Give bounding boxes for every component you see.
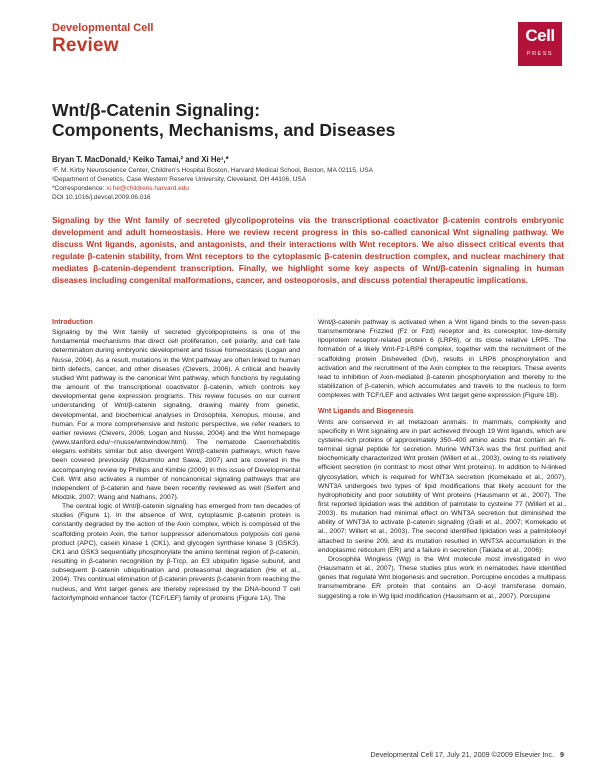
left-column [52, 318, 300, 603]
doi-label: DOI [52, 194, 66, 201]
doi [52, 194, 151, 203]
cell-press-logo [518, 22, 562, 66]
page-footer [330, 750, 564, 759]
correspondence-label: *Correspondence: [52, 185, 107, 192]
logo-subtext: PRESS [526, 51, 554, 57]
section-label: Review [52, 35, 119, 56]
doi-link[interactable]: 10.1016/j.devcel.2009.06.016 [65, 194, 151, 201]
logo-text: Cell [525, 26, 555, 45]
journal-name: Developmental Cell [52, 22, 154, 34]
author-list: Bryan T. MacDonald,¹ Keiko Tamai,² and Xi He¹,* [52, 155, 229, 164]
ligands-heading: Wnt Ligands and Biogenesis [318, 408, 414, 416]
ligands-paragraph-1: Wnts are conserved in all metazoan animals. In mammals, complexity and specificity in Wnt signaling are in part achieved through 19 Wnt ligands, which are cysteine-rich proteins of approximately 350–400 amino acids that contain an N-terminal signal peptide for secretion. Murine WNT3A was the first purified and biochemically characterized Wnt protein (Willert et al., 2003), owing to its relatively efficient secretion (in contrast to most other Wnt proteins). In addition to N-linked glycosylation, which is required for WNT3A secretion (Komekado et al., 2007), WNT3A undergoes two types of lipid modifications that likely account for the hydrophobicity and poor solubility of Wnt proteins (Hausmann et al., 2007). The first reported lipidation was the addition of palmitate to cysteine 77 (Willert et al., 2003). Its mutation had minimal effect on WNT3A secretion but diminished the ability of WNT3A to activate β-catenin signaling (Galli et al., 2007; Komekado et al., 2007; Willert et al., 2003). The second identified lipidation was a palmitoleoyl attached to serine 209, and its mutation resulted in WNT3A accumulation in the endoplasmic reticulum (ER) and a failure in secretion (Takada et al., 2006). [318, 418, 566, 554]
affiliation-2: ²Department of Genetics, Case Western Reserve University, Cleveland, OH 44106, USA [52, 176, 307, 183]
title-line-2: Components, Mechanisms, and Diseases [52, 120, 396, 140]
correspondence [52, 185, 189, 194]
intro-paragraph-2: The central logic of Wnt/β-catenin signaling has emerged from two decades of studies (Figure 1). In the absence of Wnt, cytoplasmic β-catenin protein is constantly degraded by the action of the Axin complex, which is composed of the scaffolding protein Axin, the tumor suppressor adenomatous polyposis coli gene product (APC), casein kinase 1 (CK1), and glycogen synthase kinase 3 (GSK3). CK1 and GSK3 sequentially phosphorylate the amino terminal region of β-catenin, resulting in β-catenin recognition by β-Trcp, an E3 ubiquitin ligase subunit, and subsequent β-catenin ubiquitination and proteasomal degradation (He et al., 2004). This continual elimination of β-catenin prevents β-catenin from reaching the nucleus, and Wnt target genes are thereby repressed by the DNA-bound T cell factor/lymphoid enhancer factor (TCF/LEF) family of proteins (Figure 1A). The [52, 503, 300, 602]
right-column [318, 318, 566, 601]
abstract: Signaling by the Wnt family of secreted glycolipoproteins via the transcriptional coactivator β-catenin controls embryonic development and adult homeostasis. Here we review recent progress in this so-called canonical Wnt signaling pathway. We discuss Wnt ligands, agonists, and antagonists, and their interactions with Wnt receptors. We also dissect critical events that regulate β-catenin stability, from Wnt receptors to the cytoplasmic β-catenin destruction complex, and nuclear machinery that mediates β-catenin-dependent transcription. Finally, we highlight some key aspects of Wnt/β-catenin signaling in human diseases including congenital malformations, cancer, and osteoporosis, and discuss potential therapeutic implications. [52, 215, 564, 285]
article-title [52, 100, 532, 140]
introduction-heading: Introduction [52, 319, 93, 326]
continued-paragraph: Wnt/β-catenin pathway is activated when a Wnt ligand binds to the seven-pass transmembrane Frizzled (Fz or Fzd) receptor and its coreceptor, low-density lipoprotein receptor-related protein 6 (LRP6), or its close relative LRP5. The formation of a likely Wnt-Fz-LRP6 complex, together with the recruitment of the scaffolding protein Dishevelled (Dvl), results in LRP6 phosphorylation and activation and the recruitment of the Axin complex to the receptors. These events lead to inhibition of Axin-mediated β-catenin phosphorylation and thereby to the stabilization of β-catenin, which accumulates and travels to the nucleus to form complexes with TCF/LEF and activates Wnt target gene expression (Figure 1B). [318, 319, 566, 400]
page-number: 9 [560, 750, 564, 759]
correspondence-email-link[interactable]: xi.he@childrens.harvard.edu [106, 185, 190, 192]
affiliation-1: ¹F. M. Kirby Neuroscience Center, Children’s Hospital Boston, Harvard Medical School, Boston, MA 02115, USA [52, 167, 373, 174]
intro-paragraph-1: Signaling by the Wnt family of secreted glycolipoproteins is one of the fundamental mechanisms that direct cell proliferation, cell polarity, and cell fate determination during embryonic development and tissue homeostasis (Logan and Nusse, 2004). As a result, mutations in the Wnt pathway are often linked to human birth defects, cancer, and other diseases (Clevers, 2006). A critical and heavily studied Wnt pathway is the canonical Wnt pathway, which functions by regulating the amount of the transcriptional coactivator β-catenin, which controls key developmental gene expression programs. This review focuses on our current understanding of Wnt/β-catenin signaling, drawing mainly from genetic, developmental, and biochemical analyses in Drosophila, Xenopus, mouse, and human. For a more comprehensive and historic perspective, we refer readers to earlier reviews (Clevers, 2006; Logan and Nusse, 2004) and the Wnt homepage (www.stanford.edu/~rnusse/wntwindow.html). The nematode Caenorhabditis elegans exhibits similar but also divergent Wnt/β-catenin pathways, which have been covered previously (Mizumoto and Sawa, 2007) and are covered in the accompanying review by Phillips and Kimble (2009) in this issue of Developmental Cell. Wnt also activates a number of noncanonical signaling pathways that are independent of β-catenin and have been recently reviewed as well (Seifert and Mlodzik, 2007; Wang and Nathans, 2007). [52, 329, 300, 501]
title-line-1: Wnt/β-Catenin Signaling: [52, 100, 261, 120]
ligands-paragraph-2: Drosophila Wingless (Wg) is the Wnt molecule most investigated in vivo (Hausmann et al., 2007). These studies plus work in nematodes have identified genes that regulate Wnt biogenesis and secretion. Porcupine encodes a multipass transmembrane ER protein that contains an O-acyl transferase domain, suggesting a role in Wg lipid modification (Hausmann et al., 2007). Porcupine [318, 555, 566, 600]
footer-citation: Developmental Cell 17, July 21, 2009 ©2009 Elsevier Inc. [370, 750, 554, 759]
